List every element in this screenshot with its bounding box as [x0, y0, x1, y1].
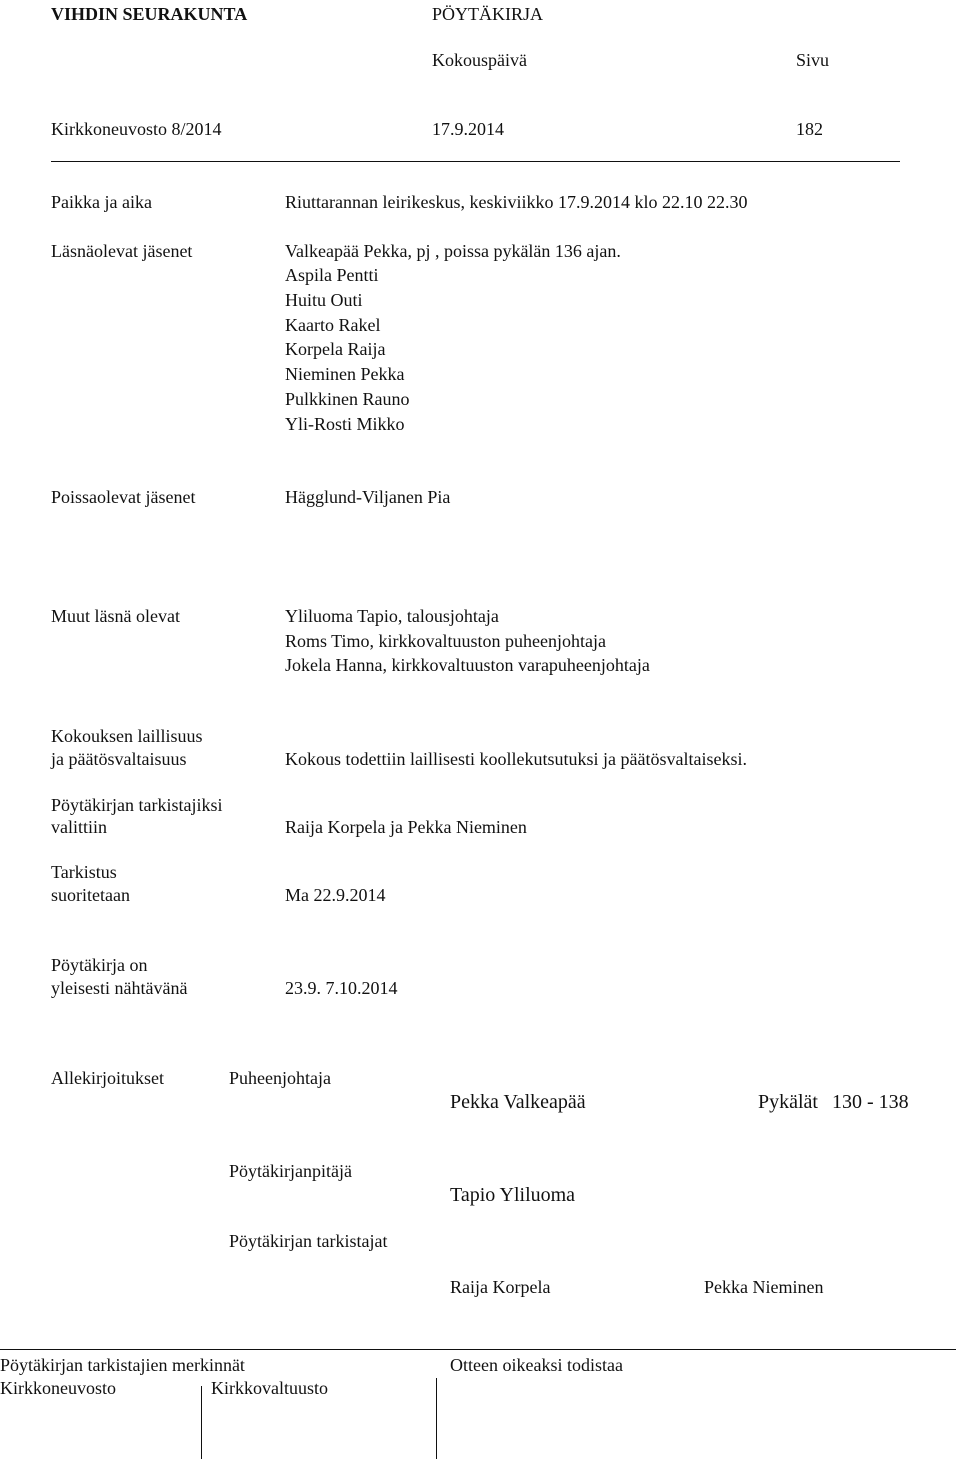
checkers-role: Pöytäkirjan tarkistajat [229, 1231, 388, 1251]
list-item: Aspila Pentti [285, 265, 379, 285]
header-divider [51, 161, 900, 162]
organization-name: VIHDIN SEURAKUNTA [51, 4, 248, 24]
sections-label: Pykälät [758, 1091, 818, 1113]
checker-notes-label: Pöytäkirjan tarkistajien merkinnät [0, 1355, 245, 1375]
footer-column-divider [436, 1378, 437, 1459]
public-label-line1: Pöytäkirja on [51, 955, 148, 975]
legality-value: Kokous todettiin laillisesti koollekutsutuksi ja päätösvaltaiseksi. [285, 749, 747, 769]
list-item: Jokela Hanna, kirkkovaltuuston varapuheenjohtaja [285, 655, 650, 675]
page-label: Sivu [796, 50, 830, 70]
present-chair: Valkeapää Pekka, pj , poissa pykälän 136 ajan. [285, 241, 621, 261]
secretary-name: Tapio Yliluoma [450, 1184, 576, 1206]
list-item: Korpela Raija [285, 339, 386, 360]
chair-name: Pekka Valkeapää [450, 1091, 586, 1113]
public-dates: 23.9. 7.10.2014 [285, 978, 398, 998]
present-label: Läsnäolevat jäsenet [51, 241, 193, 261]
meeting-date: 17.9.2014 [432, 119, 504, 139]
meeting-name: Kirkkoneuvosto 8/2014 [51, 119, 222, 139]
others-label: Muut läsnä olevat [51, 606, 180, 626]
legality-label-line2: ja päätösvaltaisuus [51, 749, 187, 769]
footer-column-divider [201, 1386, 202, 1459]
certified-label: Otteen oikeaksi todistaa [450, 1355, 623, 1375]
checkers-label-line1: Pöytäkirjan tarkistajiksi [51, 795, 223, 815]
absent-value: Hägglund-Viljanen Pia [285, 487, 451, 507]
list-item: Pulkkinen Rauno [285, 388, 410, 409]
present-member-list [285, 263, 410, 437]
checkers-value: Raija Korpela ja Pekka Nieminen [285, 817, 527, 837]
absent-label: Poissaolevat jäsenet [51, 487, 196, 507]
place-time-value: Riuttarannan leirikeskus, keskiviikko 17.9.2014 klo 22.10 22.30 [285, 192, 748, 212]
review-label-line1: Tarkistus [51, 862, 117, 882]
document-type: PÖYTÄKIRJA [432, 4, 544, 24]
sections-value: 130 - 138 [832, 1091, 909, 1113]
footer-divider [0, 1349, 956, 1350]
review-label-line2: suoritetaan [51, 885, 130, 905]
checker-1-name: Raija Korpela [450, 1277, 551, 1297]
date-label: Kokouspäivä [432, 50, 527, 70]
list-item: Yliluoma Tapio, talousjohtaja [285, 606, 499, 626]
page-number: 182 [796, 119, 823, 139]
checkers-label-line2: valittiin [51, 817, 107, 837]
footer-col-2: Kirkkovaltuusto [211, 1378, 328, 1398]
place-time-label: Paikka ja aika [51, 192, 152, 212]
signatures-label: Allekirjoitukset [51, 1068, 164, 1088]
list-item: Roms Timo, kirkkovaltuuston puheenjohtaja [285, 630, 607, 651]
list-item: Kaarto Rakel [285, 314, 381, 335]
secretary-role: Pöytäkirjanpitäjä [229, 1161, 352, 1181]
public-label-line2: yleisesti nähtävänä [51, 978, 188, 998]
chair-role: Puheenjohtaja [229, 1068, 331, 1088]
legality-label-line1: Kokouksen laillisuus [51, 726, 203, 746]
footer-col-1: Kirkkoneuvosto [0, 1378, 116, 1398]
list-item: Nieminen Pekka [285, 364, 405, 385]
others-list [285, 604, 650, 678]
list-item: Yli-Rosti Mikko [285, 413, 405, 434]
list-item: Huitu Outi [285, 289, 363, 310]
review-date: Ma 22.9.2014 [285, 885, 386, 905]
checker-2-name: Pekka Nieminen [704, 1277, 824, 1297]
